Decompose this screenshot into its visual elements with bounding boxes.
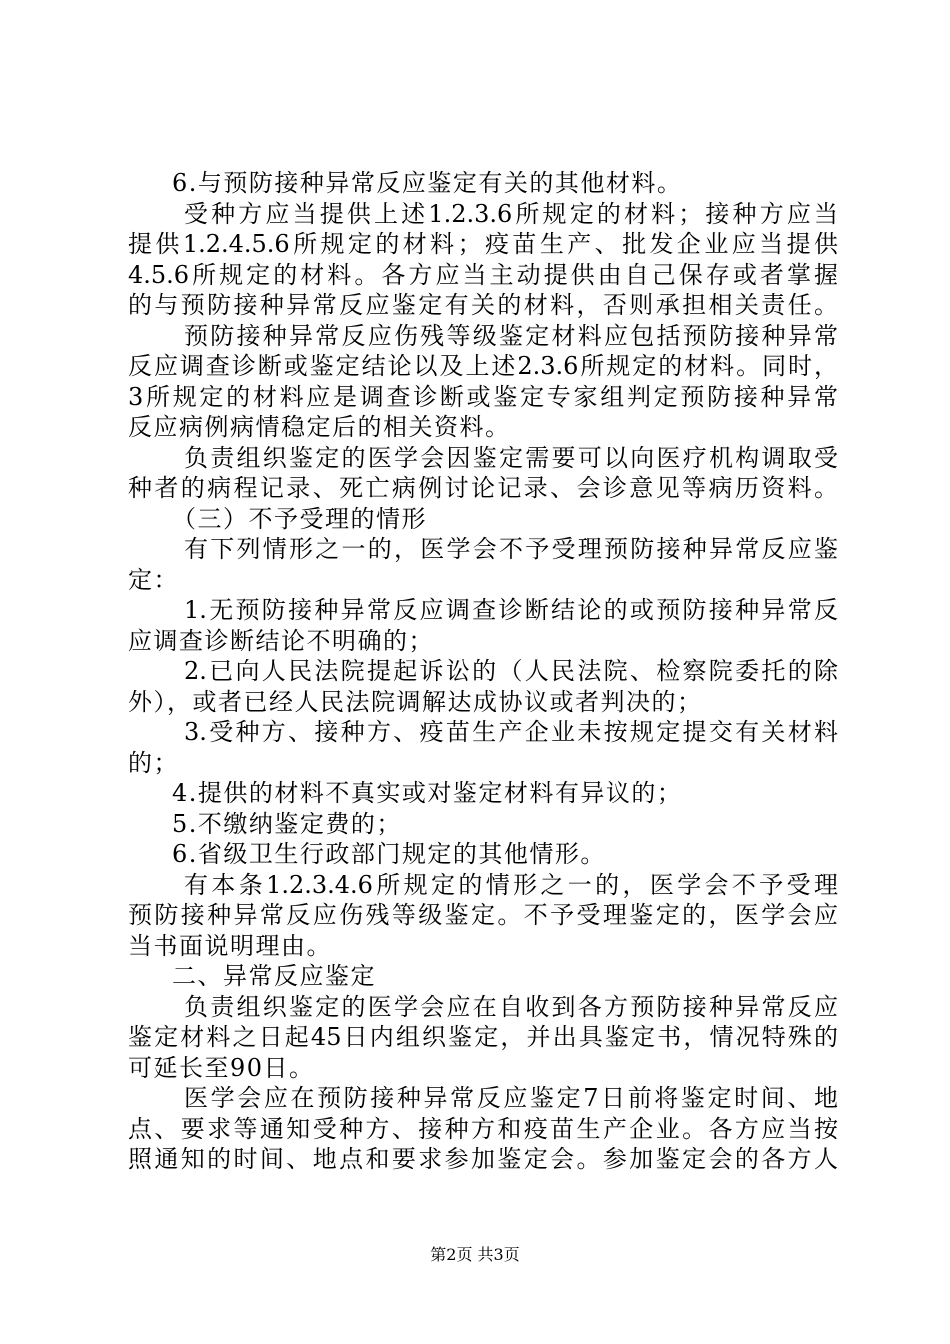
- text-line: 医学会应在预防接种异常反应鉴定7日前将鉴定时间、地: [184, 1084, 838, 1112]
- text-line: 6.省级卫生行政部门规定的其他情形。: [172, 840, 606, 868]
- text-line: 有下列情形之一的，医学会不予受理预防接种异常反应鉴: [184, 535, 838, 563]
- text-line: 负责组织鉴定的医学会应在自收到各方预防接种异常反应: [184, 992, 838, 1021]
- text-line: 预防接种异常反应伤残等级鉴定材料应包括预防接种异常: [184, 321, 838, 350]
- text-line: 3所规定的材料应是调查诊断或鉴定专家组判定预防接种异常: [128, 382, 838, 411]
- text-line: 有本条1.2.3.4.6所规定的情形之一的，医学会不予受理: [184, 870, 838, 899]
- text-line: 6.与预防接种异常反应鉴定有关的其他材料。: [172, 169, 683, 197]
- text-line: 反应病例病情稳定后的相关资料。: [128, 413, 511, 441]
- text-line: 应调查诊断结论不明确的；: [128, 626, 434, 655]
- text-line: 二、异常反应鉴定: [172, 962, 376, 990]
- text-line: 定：: [128, 565, 179, 594]
- text-line: 4.5.6所规定的材料。各方应当主动提供由自己保存或者掌握: [128, 260, 838, 289]
- text-line: 照通知的时间、地点和要求参加鉴定会。参加鉴定会的各方人: [128, 1145, 838, 1173]
- text-line: 反应调查诊断或鉴定结论以及上述2.3.6所规定的材料。同时，: [128, 352, 838, 380]
- text-line: 的；: [128, 748, 179, 777]
- document-body: [128, 168, 838, 1175]
- text-line: 外），或者已经人民法院调解达成协议或者判决的；: [128, 687, 703, 716]
- text-line: 2.已向人民法院提起诉讼的（人民法院、检察院委托的除: [184, 657, 838, 685]
- text-line: 5.不缴纳鉴定费的；: [172, 809, 402, 838]
- text-line: 种者的病程记录、死亡病例讨论记录、会诊意见等病历资料。: [128, 474, 838, 502]
- text-line: 可延长至90日。: [128, 1053, 315, 1082]
- text-line: （三）不予受理的情形: [172, 504, 427, 533]
- text-line: 负责组织鉴定的医学会因鉴定需要可以向医疗机构调取受: [184, 443, 838, 472]
- text-line: 1.无预防接种异常反应调查诊断结论的或预防接种异常反: [184, 596, 838, 624]
- text-line: 受种方应当提供上述1.2.3.6所规定的材料；接种方应当: [184, 199, 838, 228]
- text-line: 鉴定材料之日起45日内组织鉴定，并出具鉴定书，情况特殊的: [128, 1023, 838, 1051]
- text-line: 点、要求等通知受种方、接种方和疫苗生产企业。各方应当按: [128, 1114, 838, 1143]
- text-line: 当书面说明理由。: [128, 931, 332, 960]
- text-line: 4.提供的材料不真实或对鉴定材料有异议的；: [172, 779, 683, 807]
- text-line: 预防接种异常反应伤残等级鉴定。不予受理鉴定的，医学会应: [128, 901, 838, 929]
- text-line: 提供1.2.4.5.6所规定的材料；疫苗生产、批发企业应当提供: [128, 230, 838, 258]
- text-line: 的与预防接种异常反应鉴定有关的材料，否则承担相关责任。: [128, 291, 838, 319]
- page-footer: 第2页 共3页: [430, 1245, 520, 1264]
- text-line: 3.受种方、接种方、疫苗生产企业未按规定提交有关材料: [184, 718, 838, 746]
